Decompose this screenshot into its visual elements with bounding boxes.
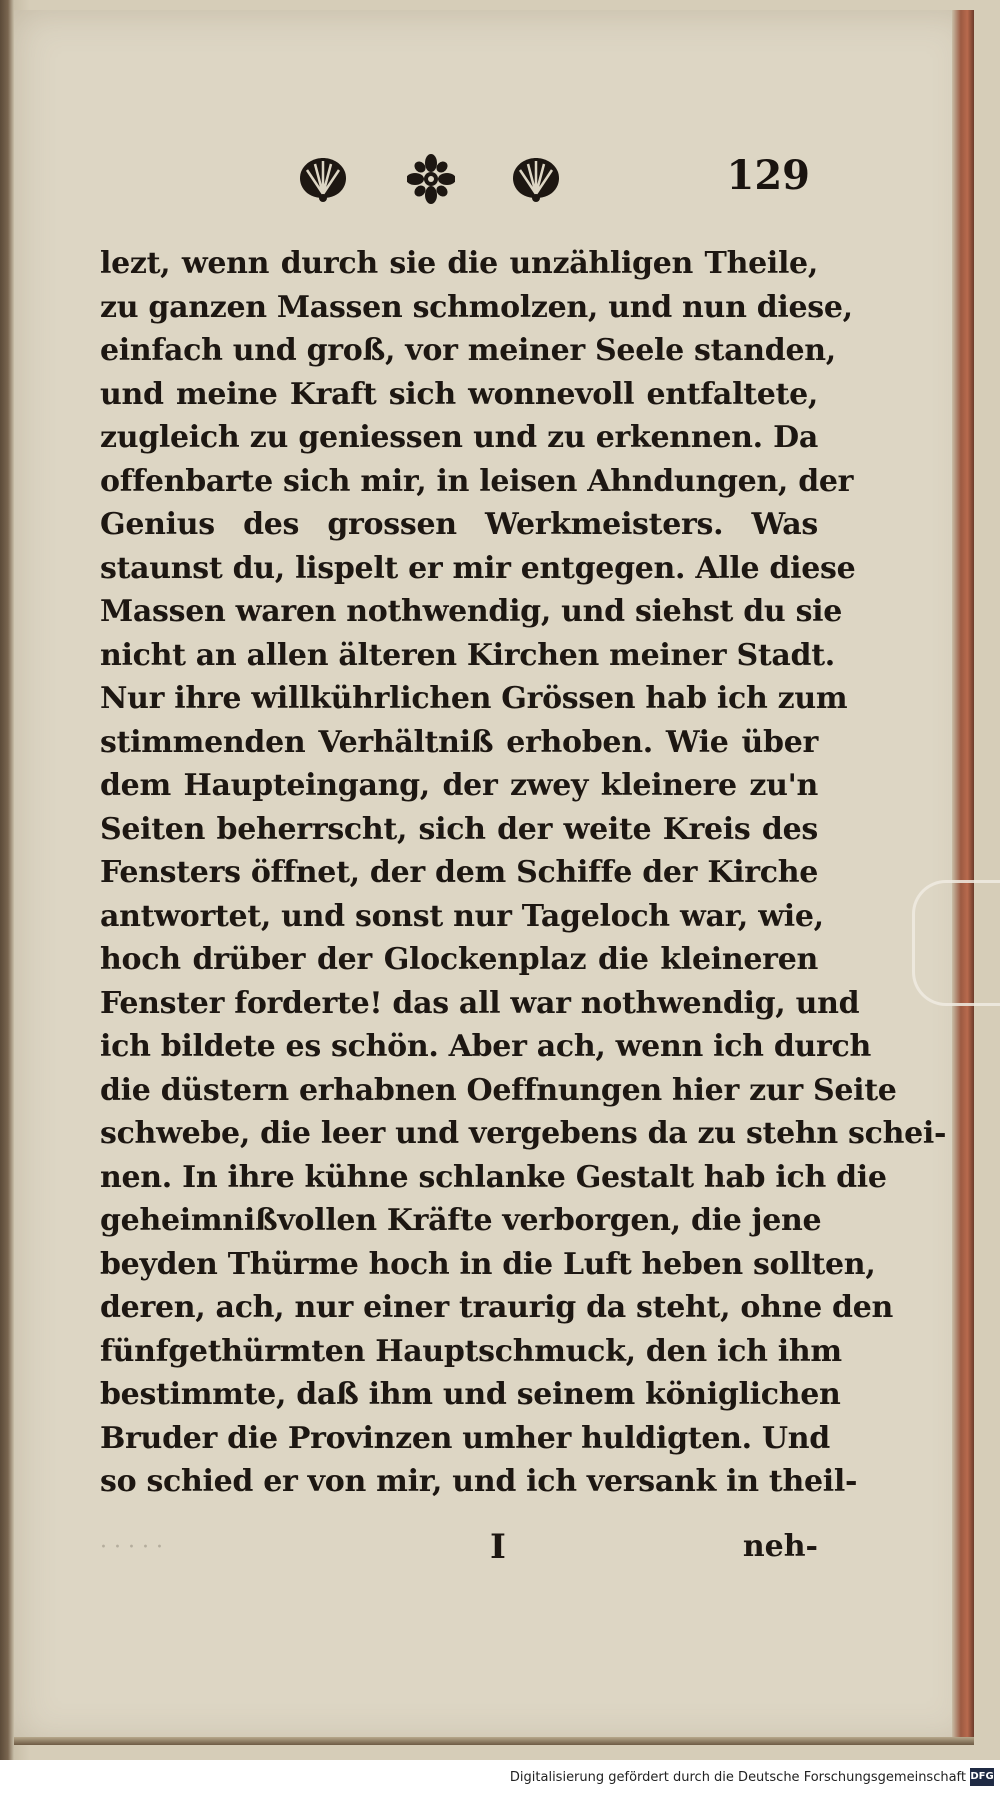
text-line: nicht an allen älteren Kirchen meiner Stadt. [100, 637, 835, 673]
funding-credit: Digitalisierung gefördert durch die Deutsche Forschungsgemeinschaft [509, 1770, 966, 1785]
text-line: geheimnißvollen Kräfte verborgen, die jene [100, 1203, 822, 1238]
page-bottom-edge [14, 1737, 974, 1745]
page-number: 129 [726, 152, 810, 199]
body-text [100, 242, 947, 1504]
text-line: Fensters öffnet, der dem Schiffe der Kirche [100, 855, 818, 890]
text-line: die düstern erhabnen Oeffnungen hier zur Seite [100, 1072, 897, 1108]
text-line: fünfgethürmten Hauptschmuck, den ich ihm [100, 1333, 842, 1369]
page-fore-edge [952, 10, 974, 1745]
text-line: so schied er von mir, und ich versank in theil- [100, 1464, 858, 1499]
scan-footer [0, 1760, 1000, 1797]
text-line: ich bildete es schön. Aber ach, wenn ich durch [100, 1029, 872, 1064]
catchword-line [100, 1527, 818, 1571]
text-line: Nur ihre willkührlichen Grössen hab ich zum [100, 681, 848, 716]
flower-ornament-icon [407, 154, 455, 204]
text-line: hoch drüber der Glockenplaz die kleineren [100, 942, 818, 977]
text-line: bestimmte, daß ihm und seinem königlichen [100, 1377, 841, 1412]
shell-ornament-icon [295, 154, 351, 204]
text-line: deren, ach, nur einer traurig da steht, ohne den [100, 1290, 893, 1325]
show-through-mark: · · · · · [100, 1535, 163, 1560]
text-line: offenbarte sich mir, in leisen Ahndungen, der [100, 463, 854, 499]
scanner-clip [912, 880, 1000, 1006]
text-line: Massen waren nothwendig, und siehst du sie [100, 594, 843, 629]
text-line: Fenster forderte! das all war nothwendig, und [100, 985, 860, 1021]
page-header [295, 150, 815, 210]
text-line: zugleich zu geniessen und zu erkennen. Da [100, 420, 818, 455]
text-line: nen. In ihre kühne schlanke Gestalt hab ich die [100, 1159, 887, 1195]
text-line: dem Haupteingang, der zwey kleinere zu'n [100, 768, 818, 803]
text-line: antwortet, und sonst nur Tageloch war, wie, [100, 898, 824, 934]
dfg-logo: DFG [970, 1768, 994, 1786]
text-line: Seiten beherrscht, sich der weite Kreis des [100, 811, 818, 847]
text-line: schwebe, die leer und vergebens da zu stehn schei- [100, 1116, 947, 1151]
signature-mark: I [490, 1527, 506, 1567]
text-line: zu ganzen Massen schmolzen, und nun diese, [100, 289, 853, 325]
text-line: einfach und groß, vor meiner Seele standen, [100, 333, 836, 368]
text-line: staunst du, lispelt er mir entgegen. Alle diese [100, 550, 856, 586]
text-line: beyden Thürme hoch in die Luft heben sollten, [100, 1246, 876, 1282]
text-line: lezt, wenn durch sie die unzähligen Theile, [100, 246, 818, 281]
text-line: und meine Kraft sich wonnevoll entfaltete, [100, 376, 818, 412]
text-line: Bruder die Provinzen umher huldigten. Und [100, 1420, 830, 1456]
text-line: stimmenden Verhältniß erhoben. Wie über [100, 724, 818, 760]
text-line: Genius des grossen Werkmeisters. Was [100, 507, 818, 542]
catchword: neh- [742, 1529, 818, 1564]
shell-ornament-icon [508, 154, 564, 204]
